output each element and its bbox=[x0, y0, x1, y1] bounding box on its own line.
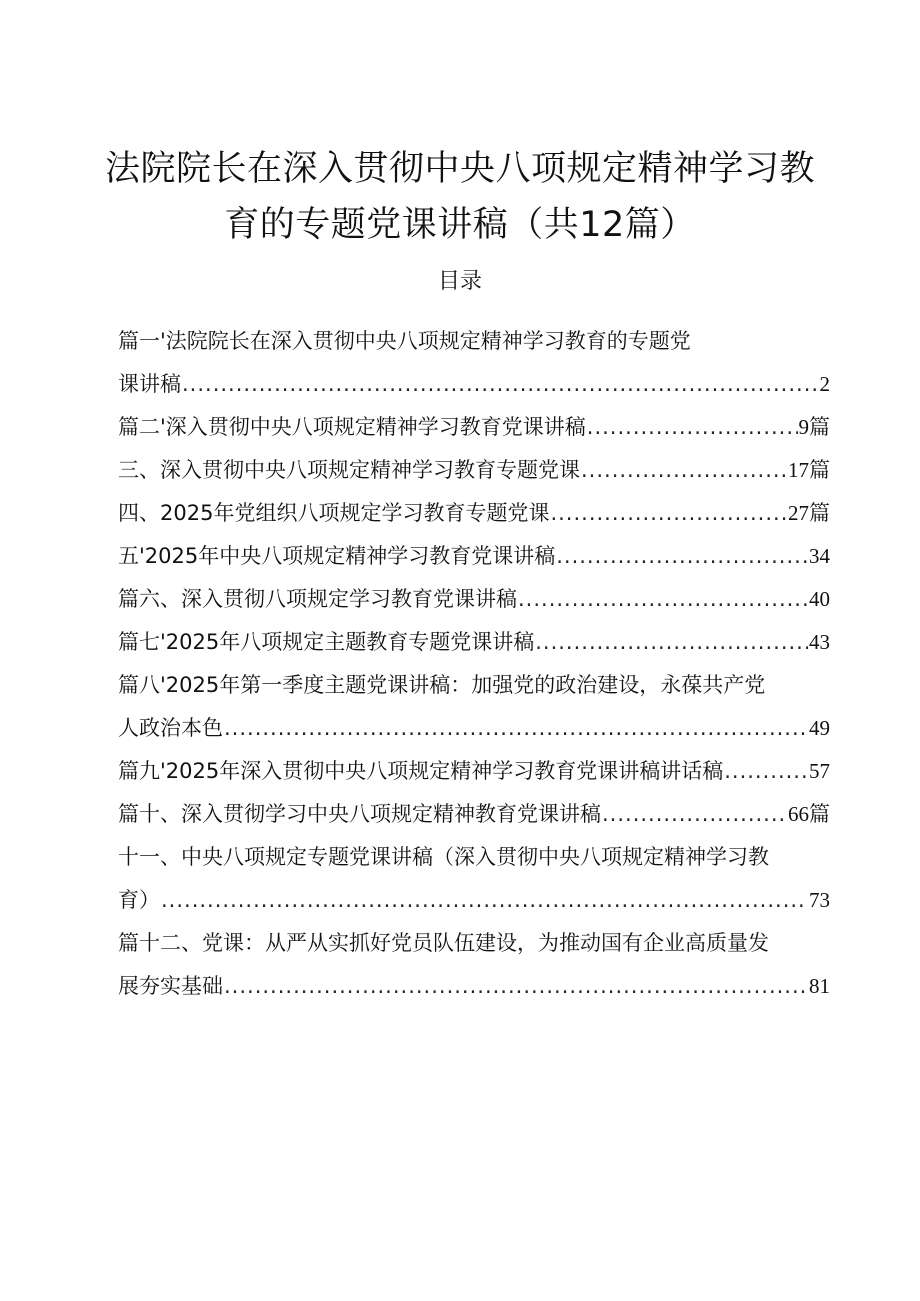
toc-page-number: 34 bbox=[809, 544, 830, 568]
toc-entry-text: 篇八'2025年第一季度主题党课讲稿：加强党的政治建设，永葆共产党 bbox=[118, 673, 766, 697]
toc-entry-12-line-1[interactable] bbox=[118, 922, 830, 965]
toc-entry-9[interactable] bbox=[118, 750, 830, 793]
toc-entry-8-line-1[interactable] bbox=[118, 664, 830, 707]
toc-entry-2[interactable] bbox=[118, 406, 830, 449]
document-title-line-1: 法院院长在深入贯彻中央八项规定精神学习教 bbox=[104, 149, 815, 190]
toc-page-number: 57 bbox=[809, 759, 830, 783]
toc-page-number: 49 bbox=[809, 716, 830, 740]
toc-entry-text: 十一、中央八项规定专题党课讲稿（深入贯彻中央八项规定精神学习教 bbox=[118, 845, 769, 869]
toc-page-number: 81 bbox=[809, 974, 830, 998]
toc-page-number: 2 bbox=[819, 372, 830, 396]
toc-entry-11-line-2[interactable] bbox=[118, 879, 830, 922]
toc-entry-text: 篇十、深入贯彻学习中央八项规定精神教育党课讲稿 bbox=[118, 802, 601, 826]
dot-leader bbox=[587, 406, 798, 449]
toc-page-number: 17 bbox=[788, 458, 809, 482]
toc-entry-text: 篇十二、党课：从严从实抓好党员队伍建设，为推动国有企业高质量发 bbox=[118, 931, 769, 955]
toc-entry-text: 篇六、深入贯彻八项规定学习教育党课讲稿 bbox=[118, 587, 517, 611]
toc-entry-text: 育） bbox=[118, 888, 160, 912]
toc-entry-text: 篇七'2025年八项规定主题教育专题党课讲稿 bbox=[118, 630, 535, 654]
document-title-line-2: 育的专题党课讲稿（共12篇） bbox=[224, 205, 696, 246]
toc-entry-text: 四、2025年党组织八项规定学习教育专题党课 bbox=[118, 501, 550, 525]
toc-entry-text: 五'2025年中央八项规定精神学习教育党课讲稿 bbox=[118, 544, 556, 568]
toc-page-suffix: 篇 bbox=[809, 415, 830, 439]
toc-entry-3[interactable] bbox=[118, 449, 830, 492]
toc-entry-12-line-2[interactable] bbox=[118, 965, 830, 1008]
toc-page-suffix: 篇 bbox=[809, 501, 830, 525]
toc-page-number: 66 bbox=[788, 802, 809, 826]
dot-leader bbox=[602, 793, 787, 836]
toc-entry-text: 三、深入贯彻中央八项规定精神学习教育专题党课 bbox=[118, 458, 580, 482]
dot-leader bbox=[161, 879, 808, 922]
toc-entry-text: 篇二'深入贯彻中央八项规定精神学习教育党课讲稿 bbox=[118, 415, 586, 439]
toc-entry-1-line-1[interactable] bbox=[118, 320, 830, 363]
toc-entry-10[interactable] bbox=[118, 793, 830, 836]
toc-entry-5[interactable] bbox=[118, 535, 830, 578]
toc-page-number: 43 bbox=[809, 630, 830, 654]
toc-entry-7[interactable] bbox=[118, 621, 830, 664]
dot-leader bbox=[556, 535, 808, 578]
dot-leader bbox=[535, 621, 808, 664]
toc-entry-text: 展夯实基础 bbox=[118, 974, 223, 998]
dot-leader bbox=[182, 363, 819, 406]
dot-leader bbox=[581, 449, 787, 492]
dot-leader bbox=[224, 965, 808, 1008]
toc-page-suffix: 篇 bbox=[809, 458, 830, 482]
toc-entry-text: 人政治本色 bbox=[118, 716, 223, 740]
dot-leader bbox=[518, 578, 808, 621]
document-title bbox=[0, 141, 920, 253]
toc-entry-4[interactable] bbox=[118, 492, 830, 535]
toc-entry-1-line-2[interactable] bbox=[118, 363, 830, 406]
toc-entry-11-line-1[interactable] bbox=[118, 836, 830, 879]
toc-entry-8-line-2[interactable] bbox=[118, 707, 830, 750]
dot-leader bbox=[724, 750, 808, 793]
toc-entry-6[interactable] bbox=[118, 578, 830, 621]
dot-leader bbox=[224, 707, 808, 750]
toc-page-number: 9 bbox=[798, 415, 809, 439]
toc-page-number: 73 bbox=[809, 888, 830, 912]
toc-entry-text: 篇九'2025年深入贯彻中央八项规定精神学习教育党课讲稿讲话稿 bbox=[118, 759, 724, 783]
toc-entry-text: 篇一'法院院长在深入贯彻中央八项规定精神学习教育的专题党 bbox=[118, 329, 691, 353]
toc-page-suffix: 篇 bbox=[809, 802, 830, 826]
toc-heading: 目录 bbox=[437, 269, 482, 294]
toc-page-number: 27 bbox=[788, 501, 809, 525]
table-of-contents bbox=[118, 320, 830, 1008]
toc-page-number: 40 bbox=[809, 587, 830, 611]
dot-leader bbox=[550, 492, 787, 535]
toc-entry-text: 课讲稿 bbox=[118, 372, 181, 396]
